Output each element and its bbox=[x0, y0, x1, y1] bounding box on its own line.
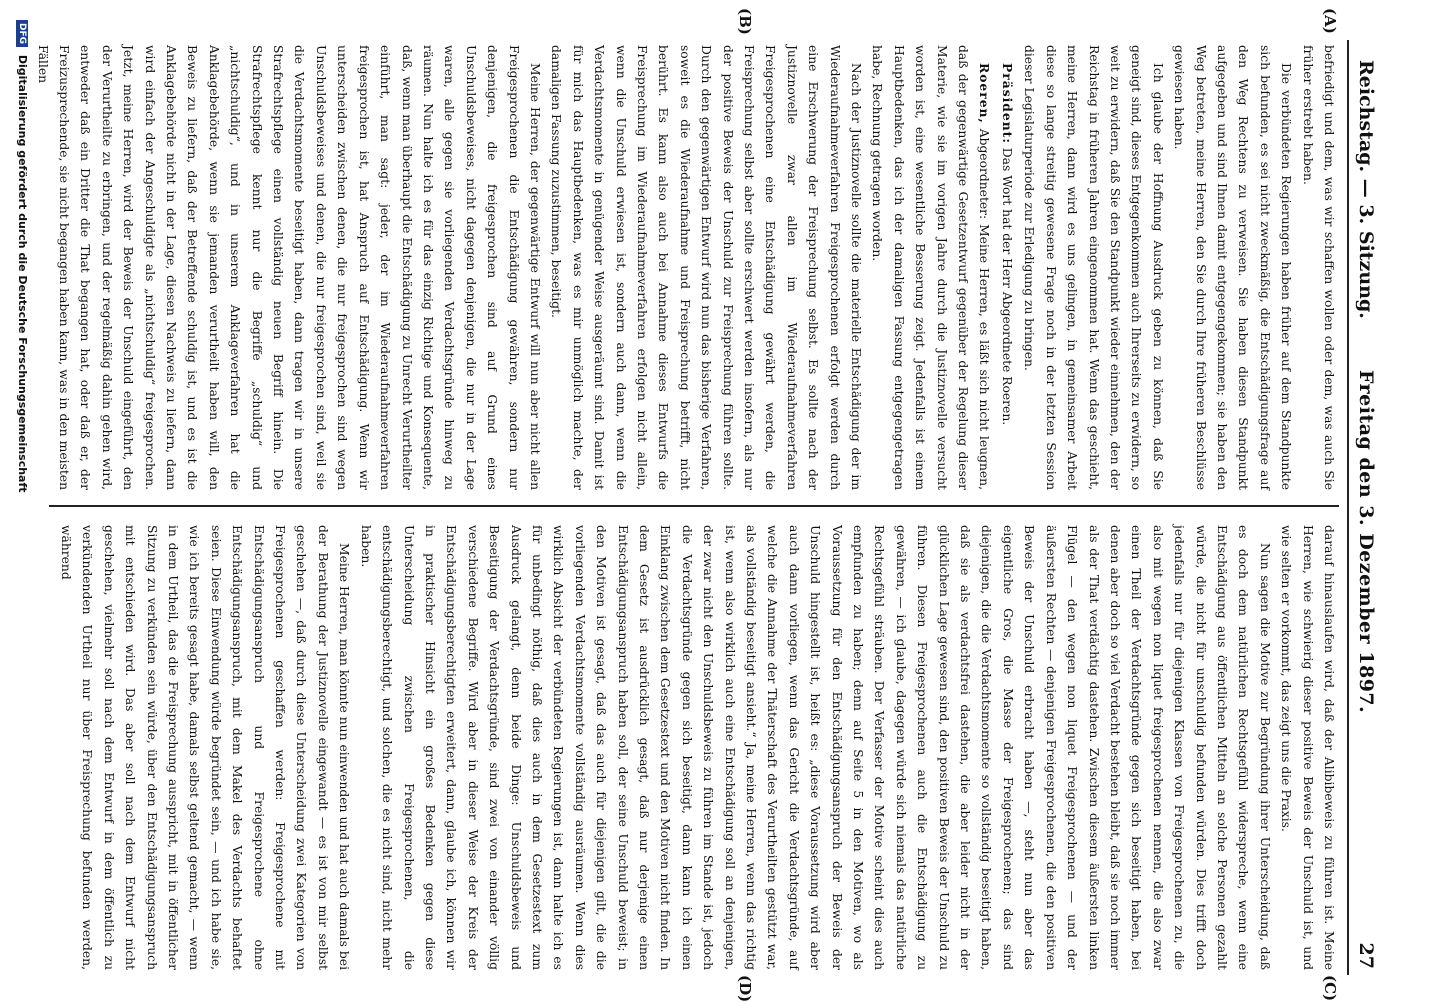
paragraph bbox=[996, 45, 1018, 490]
margin-marker-c: (C) bbox=[1321, 975, 1339, 1002]
paragraph-text: Abgeordneter: Meine Herren, es läßt sich nicht leugnen, daß der gegenwärtige Gesetzentwurf gegenüber der Regelung dieser Materie, wie sie im vorigen Jahre durch die Justiznovelle versucht worden ist, eine wesentliche Besserung zeigt. Jedenfalls ist einem Hauptbedenken, das ich der damaligen Fassung entgegengetragen habe, Rechnung getragen worden. bbox=[870, 45, 992, 490]
paragraph bbox=[354, 525, 1274, 970]
speaker-name: Roeren, bbox=[977, 63, 993, 124]
page-number: 27 bbox=[1355, 942, 1377, 969]
text-column-right bbox=[39, 525, 1339, 970]
margin-marker-a: (A) bbox=[1321, 8, 1339, 34]
paragraph-text: Die verbündeten Regierungen haben früher auf dem Standpunkte sich befunden, es sei nicht zweckmäßig, die Entschädigungsfrage auf den Weg Rechtens zu verweisen. Sie haben diesen Standpunkt aufgegeben und sind Ihnen damit entgegengekommen; sie haben den Weg betreten, meine Herren, den Sie durch Ihre früheren Beschlüsse gewiesen haben. bbox=[1172, 45, 1294, 490]
column-divider bbox=[49, 505, 1339, 507]
header-center: Freitag den 3. Dezember 1897. bbox=[1355, 370, 1377, 714]
paragraph bbox=[866, 45, 995, 490]
paragraph-text: darauf hinauslaufen wird, daß der Alibibeweis zu führen ist. Meine Herren, wie schwierig dieser positive Beweis der Unschuld ist, und wie selten er vorkommt, das zeigt uns die Praxis. bbox=[1279, 525, 1336, 970]
footer-text: Digitalisierung gefördert durch die Deutsche Forschungsgemeinschaft bbox=[16, 54, 29, 493]
paragraph-text: befriedigt und dem, was wir schaffen wollen oder dem, was auch Sie früher erstrebt haben. bbox=[1300, 45, 1336, 490]
paragraph-text: Meine Herren, der gegenwärtige Entwurf will nun aber nicht allen Freigesprochenen die Entschädigung gewähren, sondern nur denjenigen, die freigesprochen sind auf Grund eines Unschuldsbeweises, nicht dagegen denjenigen, die nur in der Lage waren, alle gegen sie vorliegenden Verdachtsgründe hinweg zu räumen. Nun halte ich es für das einzig Richtige und Konsequente, daß, wenn man überhaupt die Entschädigung zu Unrecht Verurtheilter einführt, man sagt: jeder, der im Wiederaufnahmeverfahren freigesprochen ist, hat Anspruch auf Entschädigung. Wenn wir unterscheiden zwischen denen, die nur freigesprochen sind wegen Unschuldsbeweises und denen, die nur freigesprochen sind, weil sie die Verdachtsmomente beseitigt haben, dann tragen wir in unsere Strafrechtspflege einen vollständig neuen Begriff hinein. Die Strafrechtspflege kennt nur die Begriffe „schuldig“ und „nichtschuldig“, und in unserem Anklageverfahren hat die Anklagebehörde, wenn sie jemanden verurtheilt haben will, den Beweis zu liefern, daß der Betreffende schuldig ist, und es ist die Anklagebehörde nicht in der Lage, diesen Nachweis zu liefern, dann wird einfach der Angeschuldigte als „nichtschuldig“ freigesprochen. Jetzt, meine Herren, wird der Beweis der Unschuld eingeführt, den der Verurtheilte zu erbringen, und der regelmäßig dahin gehen wird, entweder daß ein Dritter die That begangen hat, oder daß er, der Freizusprechende, sie nicht begangen haben kann, was in den meisten Fällen bbox=[35, 45, 542, 490]
margin-marker-d: (D) bbox=[736, 975, 754, 1002]
paragraph bbox=[55, 525, 355, 970]
paragraph bbox=[1168, 45, 1296, 490]
paragraph bbox=[31, 45, 545, 490]
paragraph bbox=[545, 45, 866, 490]
paragraph-text: Nun sagen die Motive zur Begründung ihrer Unterscheidung, daß es doch dem natürlichen Rechtsgefühl widerspreche, wenn eine Entschädigung aus öffentlichen Mitteln an solche Personen gezahlt würde, die nicht für unschuldig befunden würden. Dies trifft doch jedenfalls nur für diejenigen Klassen von Freigesprochenen zu, die also mit wegen non liquet freigesprochenen nennen, die also zwar einen Theil der Verdachtsgründe gegen sich beseitigt haben, bei denen aber doch so viel Verdacht bestehen bleibt, daß sie noch immer als der That verdächtig dastehen. Zwischen diesem äußersten linken Flügel — den wegen non liquet Freigesprochenen — und der äußersten Rechten — denjenigen Freigesprochenen, die den positiven Beweis der Unschuld erbracht haben —, steht nun aber das eigentliche Gros, die Masse der Freigesprochenen; das sind diejenigen, die die Verdachtsmomente so vollständig beseitigt haben, daß sie als verdachtsfrei dastehen, die aber leider nicht in der glücklichen Lage gewesen sind, den positiven Beweis der Unschuld zu führen. Diesen Freigesprochenen auch die Entschädigung zu gewähren, — ich glaube, dagegen würde sich niemals das natürliche Rechtsgefühl sträuben. Der Verfasser der Motive scheint dies auch empfunden zu haben; denn auf Seite 5 in den Motiven, wo als Voraussetzung für den Entschädigungsanspruch der Beweis der Unschuld hingestellt ist, heißt es: „diese Voraussetzung wird aber auch dann vorliegen, wenn das Gericht die Verdachtsgründe, auf welche die Annahme der Thäterschaft des Verurtheilten gestützt war, als vollständig beseitigt ansieht.“ Ja, meine Herren, wenn das richtig ist, wenn also wirklich auch eine Entschädigung soll an denjenigen, der zwar nicht den Unschuldsbeweis zu führen im Stande ist, jedoch die Verdachtsgründe gegen sich beseitigt, dann kann ich einen Einklang zwischen dem Gesetzestext und den Motiven nicht finden. In dem Gesetz ist ausdrücklich gesagt, daß nur derjenige einen Entschädigungsanspruch haben soll, der seine Unschuld beweist; in den Motiven ist gesagt, daß das auch für diejenigen gilt, die die vorliegenden Verdachtsmomente vollständig ausräumen. Wenn dies wirklich Absicht der verbündeten Regierungen ist, dann halte ich es für unbedingt nöthig, daß dies auch in dem Gesetzestext zum Ausdruck gelangt, denn beide Dinge: Unschuldsbeweis und Beseitigung der Verdachtsgründe, sind zwei von einander völlig verschiedene Begriffe. Wird aber in dieser Weise der Kreis der Entschädigungsberechtigten erweitert, dann, glaube ich, können wir in praktischer Hinsicht ein großes Bedenken gegen diese Unterscheidung zwischen Freigesprochenen, die entschädigungsberechtigt, und solchen, die es nicht sind, nicht mehr haben. bbox=[358, 525, 1272, 970]
margin-marker-b: (B) bbox=[736, 8, 754, 35]
paragraph-text: Meine Herren, man könnte nun einwenden und hat auch damals bei der Berathung der Justiznovelle eingewandt — es ist von mir selbst geschehen —, daß durch diese Unterscheidung zwei Kategorien von Freigesprochenen geschaffen werden: Freigesprochene mit Entschädigungsanspruch und Freigesprochene ohne Entschädigungsanspruch, mit dem Makel des Verdachts behaftet seien. Diese Einwendung würde begründet sein, — und ich habe sie, wie ich bereits gesagt habe, damals selbst geltend gemacht, — wenn in dem Urtheil, das die Freisprechung ausspricht, mit in öffentlicher Sitzung zu verkünden sein würde, über den Entschädigungsanspruch mit entschieden wird. Das aber soll nach dem Entwurf nicht geschehen, vielmehr soll nach dem Entwurf in dem öffentlich zu verkündenden Urtheil nur über Freisprechung befunden werden, während bbox=[59, 525, 352, 970]
paragraph bbox=[1296, 45, 1339, 490]
text-column-left bbox=[35, 45, 1339, 490]
digitization-footer bbox=[16, 20, 29, 980]
paragraph-text: Das Wort hat der Herr Abgeordnete Roeren. bbox=[999, 147, 1014, 426]
paragraph bbox=[1018, 45, 1168, 490]
header-left: Reichstag. — 3. Sitzung. bbox=[1355, 60, 1377, 319]
paragraph-text: Ich glaube der Hoffnung Ausdruck geben zu können, daß Sie geneigt sind, dieses Entgegenkommen auch Ihrerseits zu erwidern, so weit zu erwidern, daß Sie den Standpunkt wieder einnehmen, den der Reichstag in früheren Jahren eingenommen hat. Wenn das geschieht, meine Herren, dann wird es uns gelingen, in gemeinsamer Arbeit diese so lange streitig gewesene Frage noch in der letzten Session dieser Legislaturperiode zur Erledigung zu bringen. bbox=[1022, 45, 1165, 490]
speaker-name: Präsident: bbox=[999, 63, 1015, 144]
paragraph bbox=[1275, 525, 1339, 970]
dfg-logo: DFG bbox=[16, 20, 28, 47]
paragraph-text: Nach der Justiznovelle sollte die materielle Entschädigung der im Wiederaufnahmeverfahren Freigesprochenen erfolgt werden durch eine Erschwerung der Freisprechung selbst. Es sollte nach der Justiznovelle zwar allen im Wiederaufnahmeverfahren Freigesprochenen eine Entschädigung gewährt werden, die Freisprechung selbst aber sollte erschwert werden insofern, als nur der positive Beweis der Unschuld zur Freisprechung führen sollte. Durch den gegenwärtigen Entwurf wird nun das bisherige Verfahren, soweit es die Wiederaufnahme und Freisprechung betrifft, nicht berührt. Es kann also auch bei Annahme dieses Entwurfs die Freisprechung im Wiederaufnahmeverfahren erfolgen nicht allein, wenn die Unschuld erwiesen ist, sondern auch dann, wenn die Verdachtsmomente in genügender Weise ausgeräumt sind. Damit ist für mich das Hauptbedenken, was es mir unmöglich machte, der damaligen Fassung zuzustimmen, beseitigt. bbox=[549, 45, 864, 490]
running-header bbox=[1347, 40, 1389, 975]
